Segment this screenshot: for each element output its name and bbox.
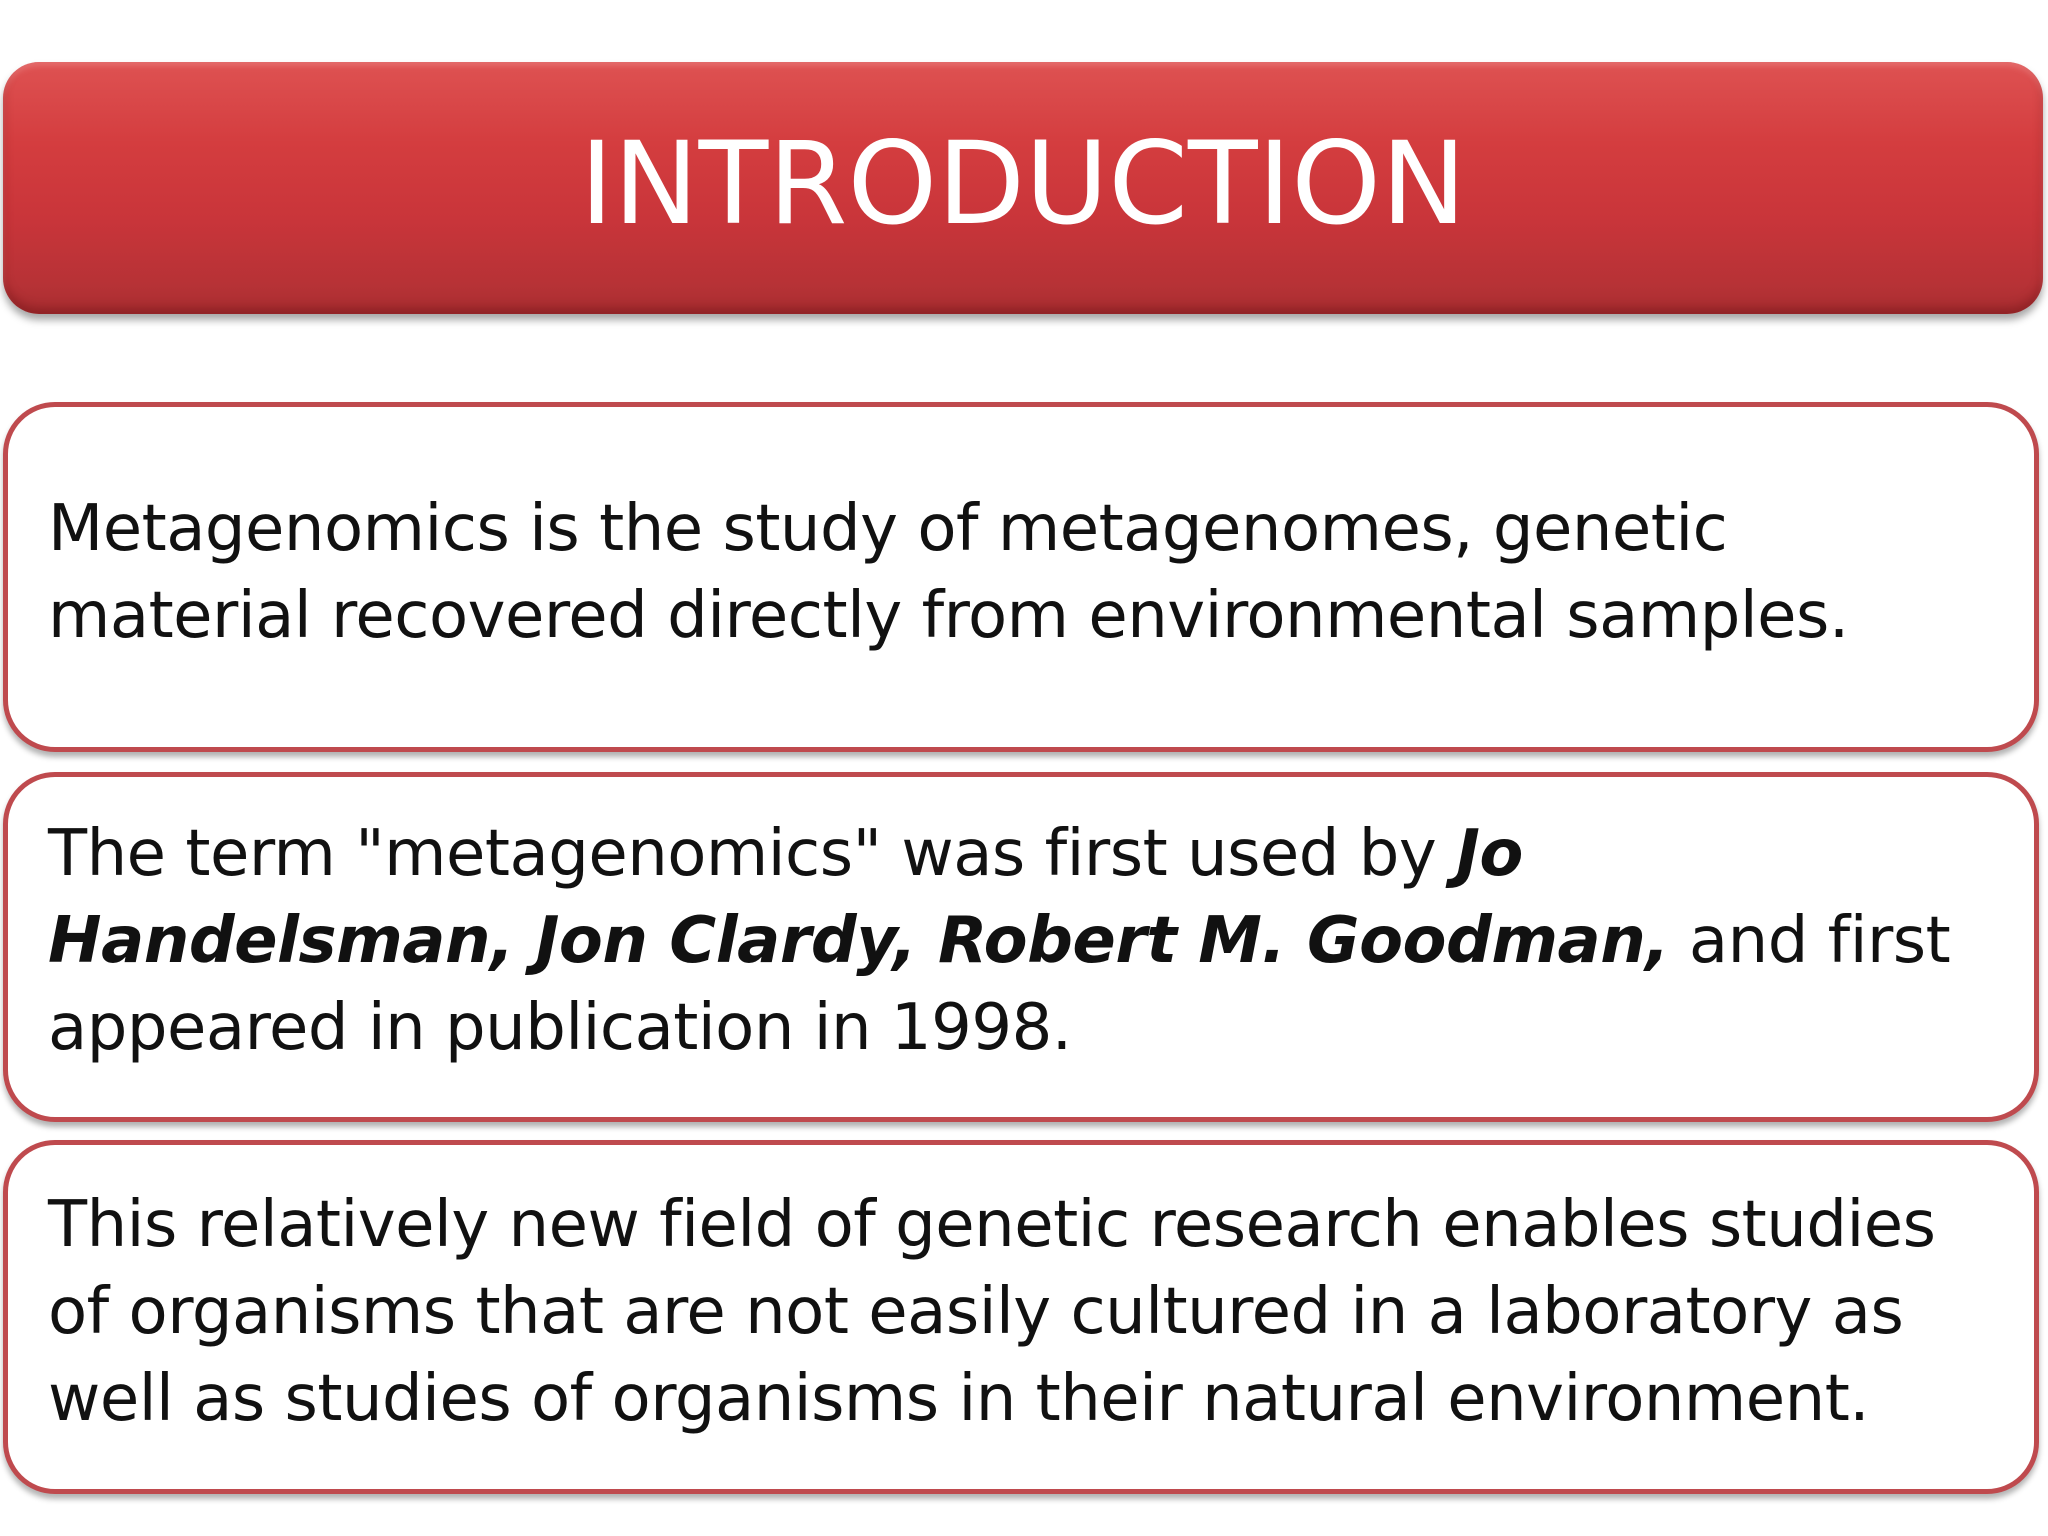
- slide-title: INTRODUCTION: [579, 117, 1467, 250]
- history-text-tail: and first appeared in publication in 1998.: [48, 903, 1951, 1065]
- title-banner: [3, 62, 2043, 314]
- info-box-history: [3, 772, 2039, 1122]
- info-box-applications: [3, 1140, 2039, 1494]
- history-text-lead: The term "metagenomics" was first used by: [48, 816, 1457, 891]
- applications-text: This relatively new field of genetic research enables studies of organisms that are not easily cultured in a laboratory as well as studies of organisms in their natural environment.: [48, 1187, 1936, 1436]
- history-text: [48, 811, 1994, 1072]
- info-box-definition: [3, 402, 2039, 752]
- definition-text: Metagenomics is the study of metagenomes, genetic material recovered directly from environmental samples.: [48, 492, 1849, 653]
- author-names: Jo Handelsman, Jon Clardy, Robert M. Goodman,: [48, 816, 1670, 978]
